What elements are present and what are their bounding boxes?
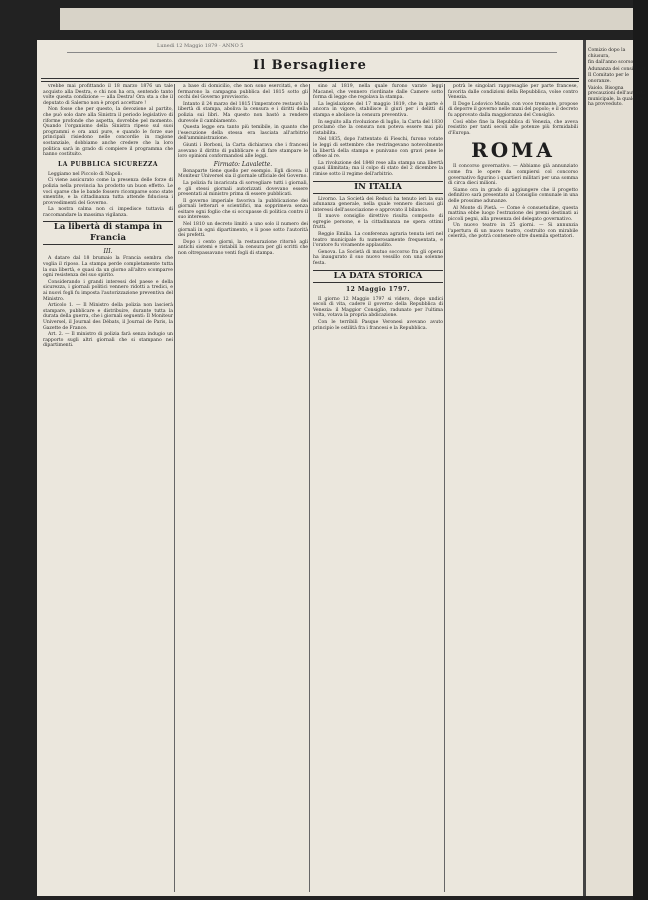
section-heading: IN ITALIA bbox=[313, 181, 443, 194]
paragraph: Livorno. La Società dei Reduci ha tenuto ieri la sua adunanza generale, nella quale vennero discussi gli interessi dell'associazione e approvato il bilancio. bbox=[313, 196, 443, 213]
paragraph: Questa legge era tanto più temibile, in quanto che l'esecuzione della stessa era lasciata all'arbitrio dell'amministrazione. bbox=[178, 125, 308, 142]
column-2 bbox=[178, 84, 308, 892]
section-heading: LA DATA STORICA bbox=[313, 270, 443, 283]
paragraph: Dopo i cento giorni, la restaurazione ritornò agli antichi sistemi e ristabilì la censura per gli scritti che non oltrepassavano venti fogli di stampa. bbox=[178, 239, 308, 257]
newspaper-page bbox=[37, 40, 583, 896]
paragraph: Genova. La Società di mutuo soccorso fra gli operai ha inaugurato il suo nuovo vessillo con una solenne festa. bbox=[313, 249, 443, 267]
paragraph: Un nuovo teatro in 25 giorni. — Si annunzia l'apertura di un nuovo teatro, costruito con mirabile celerità, che potrà contenere oltre duemila spettatori. bbox=[448, 223, 578, 240]
paragraph: a base di domicilio, che non sono esercitati, e che fermarono la campagna pubblica del 1815 sotto gli occhi del Governo provvisorio. bbox=[178, 84, 308, 101]
masthead-title: Il Bersagliere bbox=[253, 58, 367, 73]
paragraph: Bonaparte tiene quello per esempio. Egli diceva: il Moniteur Universel sia il giornale ufficiale del Governo. bbox=[178, 168, 308, 180]
paragraph: fin dall'anno scorso. bbox=[588, 60, 635, 66]
paragraph: Il concorso governativo. — Abbiamo già annunziato come fra le opere da compiersi col concorso governativo figurino i quartieri militari per una somma di circa dieci milioni. bbox=[448, 164, 578, 187]
paragraph: Così ebbe fine la Repubblica di Venezia, che aveva resistito per tanti secoli alle potenze più formidabili d'Europa. bbox=[448, 119, 578, 136]
paragraph: Siamo ora in grado di aggiungere che il progetto definitivo sarà presentato al Consiglio comunale in una delle prossime adunanze. bbox=[448, 187, 578, 204]
paragraph: La rivoluzione del 1848 rese alla stampa una libertà quasi illimitata; ma il colpo di stato del 2 dicembre la rimise sotto il regime dell'arbitrio. bbox=[313, 160, 443, 177]
paragraph: La polizia fu incaricata di sorvegliare tutti i giornali, e gli stessi giornali autorizzati dovevano essere presentati al ministro prima di essere pubblicati. bbox=[178, 180, 308, 198]
section-heading-roma: ROMA bbox=[471, 138, 555, 163]
signature-line: Firmato: Lavalette. bbox=[213, 160, 273, 168]
paragraph: Leggiamo nel Piccolo di Napoli: bbox=[48, 171, 123, 177]
paragraph: In seguito alla rivoluzione di luglio, la Carta del 1830 proclamò che la censura non poteva essere mai più ristabilita. bbox=[313, 119, 443, 136]
paragraph: Intanto il 24 marzo del 1815 l'imperatore restaurò la libertà di stampa, aboliva la censura e i diritti della polizia sui libri. Ma questo non bastò a rendere durevole il cambiamento. bbox=[178, 101, 308, 124]
paragraph: Non fosse che per questo, la devozione al partito, che può solo dare alla Sinistra il periodo legislativo di riforme profonde che aspetta, dovrebbe pel momento. Quando l'organismo della Sinistra ripeso sul suoi programmi e ora anzi pure, e quando le forze sue principali risiedono nelle concordie in ragione sostanziale, dobbiamo anche credere che la loro politica sarà in grado di compiere il programma che hanno costituito. bbox=[43, 107, 173, 158]
paragraph: Al Monte di Pietà. — Come è consuetudine, questa mattina ebbe luogo l'estrazione dei premi destinati ai piccoli pegni, alla presenza del delegato governativo. bbox=[448, 205, 578, 222]
column-divider bbox=[444, 84, 445, 892]
column-divider bbox=[309, 84, 310, 892]
paragraph: Articolo 1. — Il Ministro della polizia non lascierà stampare, pubblicare e distribuire, durante tutta la durata della guerra, che i giornali seguenti: Il Moniteur Universel, il Journal des Débats, il Journal de Paris, la Gazette de France. bbox=[43, 303, 173, 331]
paragraph: Il governo imperiale favoriva la pubblicazione dei giornali letterari e scientifici, ma sopprimeva senza esitare ogni foglio che si occupasse di politica contro il suo interesse. bbox=[178, 198, 308, 221]
paragraph: Giunti i Borboni, la Carta dichiarava che i francesi avevano il diritto di pubblicare e di fare stampare le loro opinioni conformandosi alle leggi. bbox=[178, 142, 308, 160]
paragraph: potrà le singolari rappresaglie per parte francese, favorita dalle condizioni della Repubblica, volse contro Venezia. bbox=[448, 84, 578, 101]
paragraph: Il Doge Lodovico Manin, con voce tremante, propose di deporre il governo nelle mani del popolo; e il decreto fu approvato dalla maggioranza del Consiglio. bbox=[448, 101, 578, 118]
paragraph: Art. 2. — Il ministro di polizia farà senza indugio un rapporto sugli altri giornali che si stampano nei dipartimenti. bbox=[43, 332, 173, 349]
paragraph: vrebbe mai profittando il 18 marzo 1876 un tale acquisto alla Destra, e chi non ha ora, sentendo tanto volte questa condizione — alla Destra! Ora sta a che il deputato di Salerno non è propri accettare ! bbox=[43, 84, 173, 106]
masthead-meta: Lunedì 12 Maggio 1879 · ANNO 5 bbox=[157, 43, 244, 49]
paragraph: Considerando i grandi interessi del paese e della sicurezza, i giornali politici vennero ridotti a tredici, e ai nuovi fogli fu imposta l'autorizzazione preventiva del Ministro. bbox=[43, 279, 173, 302]
top-strip bbox=[60, 8, 633, 30]
column-3 bbox=[313, 84, 443, 892]
paragraph: Il giorno 12 Maggio 1797 si videro, dopo undici secoli di vita, cadere il governo della Repubblica di Venezia: il Maggior Consiglio, radunato per l'ultima volta, votava la propria abdicazione. bbox=[313, 296, 443, 319]
paragraph: Ci viene assicurato come la presenza delle forze di polizia nella provincia ha prodotto un buon effetto. Le voci sparse che le bande fossero ricomparse sono state smentite, e la cittadinanza tutta attende fiduciosa i provvedimenti del Governo. bbox=[43, 178, 173, 206]
adjacent-page bbox=[586, 40, 648, 896]
paragraph: Vaiolo. Bisogna precauzioni dell'autorità municipale, la quale però ha provveduto. bbox=[588, 85, 648, 108]
top-rule bbox=[67, 52, 557, 53]
paragraph: A datare dal 18 brumaio la Francia sembra che voglia il riposo. La stampa perde completamente tutta la sua libertà, e quasi da un giorno all'altro scomparve ogni resistenza del suo spirito. bbox=[43, 256, 173, 279]
paragraph: Adunanza dei consiglieri. bbox=[588, 66, 647, 72]
article-heading: La libertà di stampa in Francia bbox=[43, 221, 173, 245]
paragraph: Comizio dopo la chiusura, bbox=[588, 48, 626, 59]
column-1 bbox=[43, 84, 173, 892]
paragraph: Nel 1810 un decreto limitò a uno solo il numero dei giornali in ogni dipartimento, e li pose sotto l'autorità dei prefetti. bbox=[178, 222, 308, 239]
section-heading: LA PUBBLICA SICUREZZA bbox=[57, 160, 159, 168]
masthead-rule-2 bbox=[41, 81, 579, 82]
paragraph: Nel 1835, dopo l'attentato di Fieschi, furono votate le leggi di settembre che restringevano notevolmente la libertà della stampa e punivano con gravi pene le offese al re. bbox=[313, 137, 443, 160]
paragraph: Il Comitato per le onoranze. bbox=[588, 73, 630, 84]
paragraph: sino al 1819, nella quale furono varate leggi Macanel, che vennero riordinate dalle Camere sotto forma di legge che regolava la stampa. bbox=[313, 84, 443, 101]
historic-date: 12 Maggio 1797. bbox=[345, 285, 411, 293]
paragraph: La legislazione del 17 maggio 1819, che in parte è ancora in vigore, stabilisce il giurì per i delitti di stampa e abolisce la censura preventiva. bbox=[313, 101, 443, 118]
article-subheading: III. bbox=[103, 248, 113, 256]
paragraph: La nostra calma non ci impedisce tuttavia di raccomandare la massima vigilanza. bbox=[43, 207, 173, 218]
paragraph: Il nuovo consiglio direttivo risulta composto di egregie persone, e la cittadinanza ne spera ottimi frutti. bbox=[313, 214, 443, 231]
paragraph: Con le terribili Pasque Veronesi avevano avuto principio le ostilità fra i francesi e la Repubblica. bbox=[313, 320, 443, 331]
masthead-rule bbox=[41, 78, 579, 79]
paragraph: Reggio Emilia. La conferenza agraria tenuta ieri nel teatro municipale fu numerosamente frequentata, e l'oratore fu vivamente applaudito. bbox=[313, 232, 443, 249]
column-divider bbox=[174, 84, 175, 892]
column-4 bbox=[448, 84, 578, 892]
adjacent-column bbox=[588, 48, 648, 109]
